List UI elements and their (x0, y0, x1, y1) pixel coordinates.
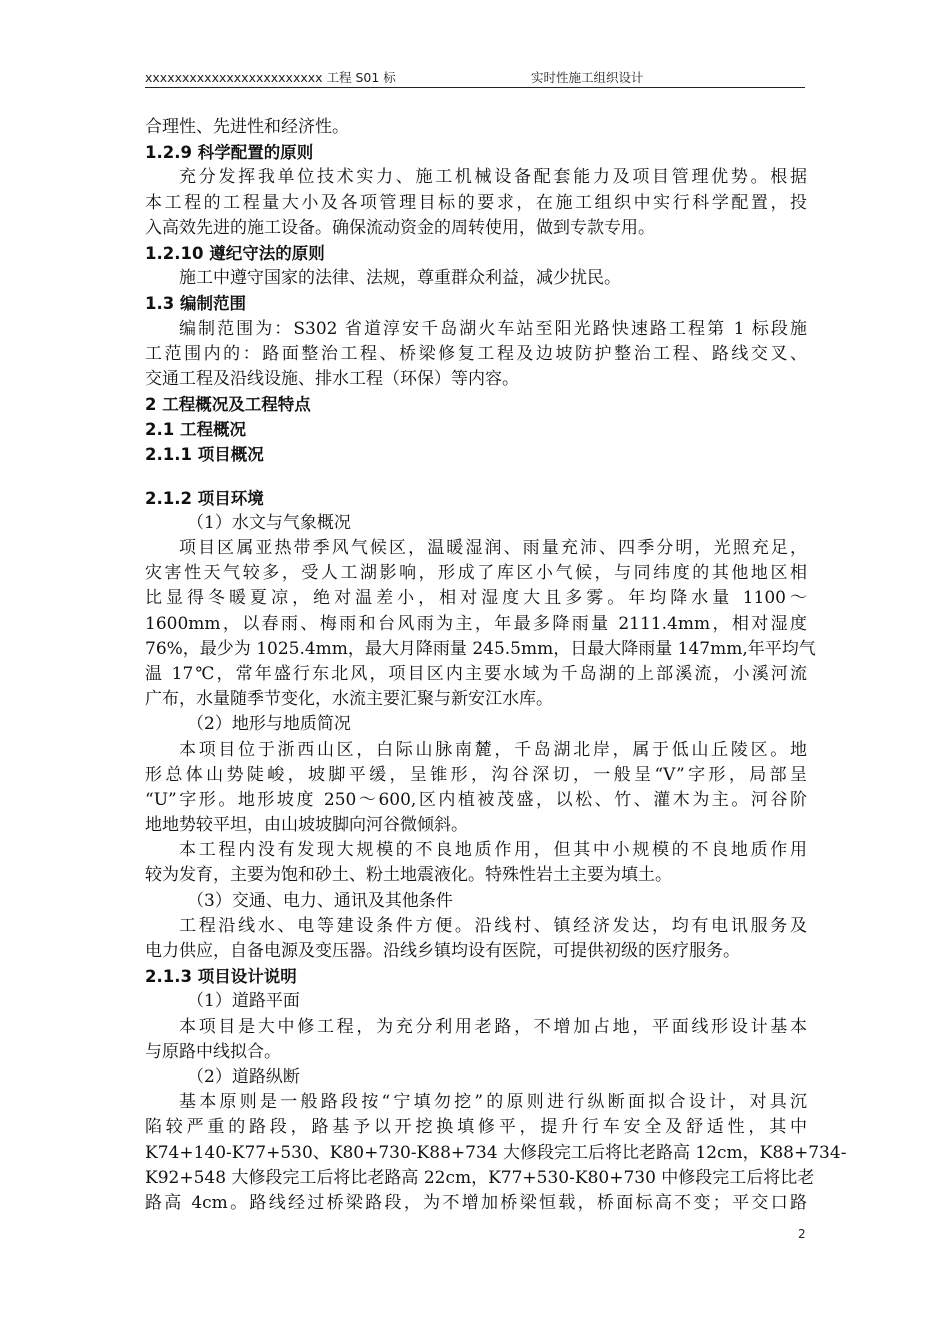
paragraph-line: 交通工程及沿线设施、排水工程（环保）等内容。 (145, 368, 519, 389)
paragraph-line: 编制范围为：S302 省道淳安千岛湖火车站至阳光路快速路工程第 1 标段施 (179, 318, 807, 339)
paragraph-line: 项目区属亚热带季风气候区，温暖湿润、雨量充沛、四季分明，光照充足， (179, 538, 807, 558)
page-number: 2 (798, 1227, 806, 1241)
paragraph-line: 本项目是大中修工程，为充分利用老路，不增加占地，平面线形设计基本 (179, 1016, 807, 1037)
section-heading-1-2-10: 1.2.10 遵纪守法的原则 (145, 243, 325, 263)
paragraph-line: 广布，水量随季节变化，水流主要汇聚与新安江水库。 (145, 689, 553, 710)
section-heading-1-2-9: 1.2.9 科学配置的原则 (145, 143, 314, 163)
paragraph-line: 本项目位于浙西山区，白际山脉南麓，千岛湖北岸，属于低山丘陵区。地 (179, 739, 807, 760)
paragraph-line: 灾害性天气较多，受人工湖影响，形成了库区小气候，与同纬度的其他地区相 (145, 563, 807, 584)
section-heading-2-1-1: 2.1.1 项目概况 (145, 445, 264, 465)
paragraph-line: 1600mm，以春雨、梅雨和台风雨为主，年最多降雨量 2111.4mm，相对湿度 (145, 613, 807, 634)
paragraph-line: 较为发育，主要为饱和砂土、粉土地震液化。特殊性岩土主要为填土。 (145, 865, 672, 886)
paragraph-line: 本工程的工程量大小及各项管理目标的要求，在施工组织中实行科学配置，投 (145, 192, 807, 213)
paragraph-line: 充分发挥我单位技术实力、施工机械设备配套能力及项目管理优势。根据 (179, 167, 807, 188)
paragraph-line: 合理性、先进性和经济性。 (145, 117, 349, 137)
paragraph-line: 本工程内没有发现大规模的不良地质作用，但其中小规模的不良地质作用 (179, 840, 807, 861)
subsection-heading: （2）道路纵断 (187, 1066, 300, 1087)
header-project-name: xxxxxxxxxxxxxxxxxxxxxxxx 工程 S01 标 (145, 70, 396, 85)
paragraph-line: 路高 4cm。路线经过桥梁路段，为不增加桥梁恒载，桥面标高不变；平交口路 (145, 1192, 807, 1213)
paragraph-line: “U”字形。地形坡度 250～600,区内植被茂盛，以松、竹、灌木为主。河谷阶 (145, 789, 807, 810)
page-header (145, 66, 805, 88)
paragraph-line: 形总体山势陡峻，坡脚平缓，呈锥形，沟谷深切，一般呈“V”字形，局部呈 (145, 764, 807, 785)
subsection-heading: （3）交通、电力、通讯及其他条件 (187, 890, 453, 911)
paragraph-line: 入高效先进的施工设备。确保流动资金的周转使用，做到专款专用。 (145, 217, 655, 238)
paragraph-line: 工范围内的：路面整治工程、桥梁修复工程及边坡防护整治工程、路线交叉、 (145, 343, 807, 364)
subsection-heading: （1）道路平面 (187, 991, 300, 1012)
section-heading-1-3: 1.3 编制范围 (145, 294, 246, 314)
header-divider (145, 87, 805, 88)
section-heading-2-1-2: 2.1.2 项目环境 (145, 488, 264, 508)
subsection-heading: （1）水文与气象概况 (187, 512, 351, 533)
paragraph-line: 基本原则是一般路段按“宁填勿挖”的原则进行纵断面拟合设计，对具沉 (179, 1092, 807, 1113)
blank-spacer (145, 468, 807, 486)
paragraph-line: 温 17℃，常年盛行东北风，项目区内主要水域为千岛湖的上部溪流，小溪河流 (145, 663, 807, 684)
paragraph-line: 76%，最少为 1025.4mm，最大月降雨量 245.5mm，日最大降雨量 147mm,年平均气 (145, 638, 816, 659)
paragraph-line: K74+140-K77+530、K80+730-K88+734 大修段完工后将比老路高 12cm，K88+734- (145, 1142, 847, 1163)
subsection-heading: （2）地形与地质简况 (187, 714, 351, 735)
paragraph-line: K92+548 大修段完工后将比老路高 22cm，K77+530-K80+730 中修段完工后将比老 (145, 1167, 815, 1188)
document-body (145, 115, 847, 1216)
paragraph-line: 陷较严重的路段，路基予以开挖换填修平，提升行车安全及舒适性，其中 (145, 1117, 807, 1138)
section-heading-2-1: 2.1 工程概况 (145, 420, 246, 440)
paragraph-line: 施工中遵守国家的法律、法规，尊重群众利益，减少扰民。 (179, 268, 621, 289)
chapter-heading-2: 2 工程概况及工程特点 (145, 395, 311, 415)
header-doc-title: 实时性施工组织设计 (531, 70, 644, 85)
paragraph-line: 地地势较平坦，由山坡坡脚向河谷微倾斜。 (145, 815, 468, 836)
paragraph-line: 与原路中线拟合。 (145, 1041, 281, 1062)
paragraph-line: 工程沿线水、电等建设条件方便。沿线村、镇经济发达，均有电讯服务及 (179, 915, 807, 936)
paragraph-line: 电力供应，自备电源及变压器。沿线乡镇均设有医院，可提供初级的医疗服务。 (145, 941, 740, 961)
paragraph-line: 比显得冬暖夏凉，绝对温差小，相对湿度大且多雾。年均降水量 1100～ (145, 588, 807, 609)
section-heading-2-1-3: 2.1.3 项目设计说明 (145, 967, 297, 987)
